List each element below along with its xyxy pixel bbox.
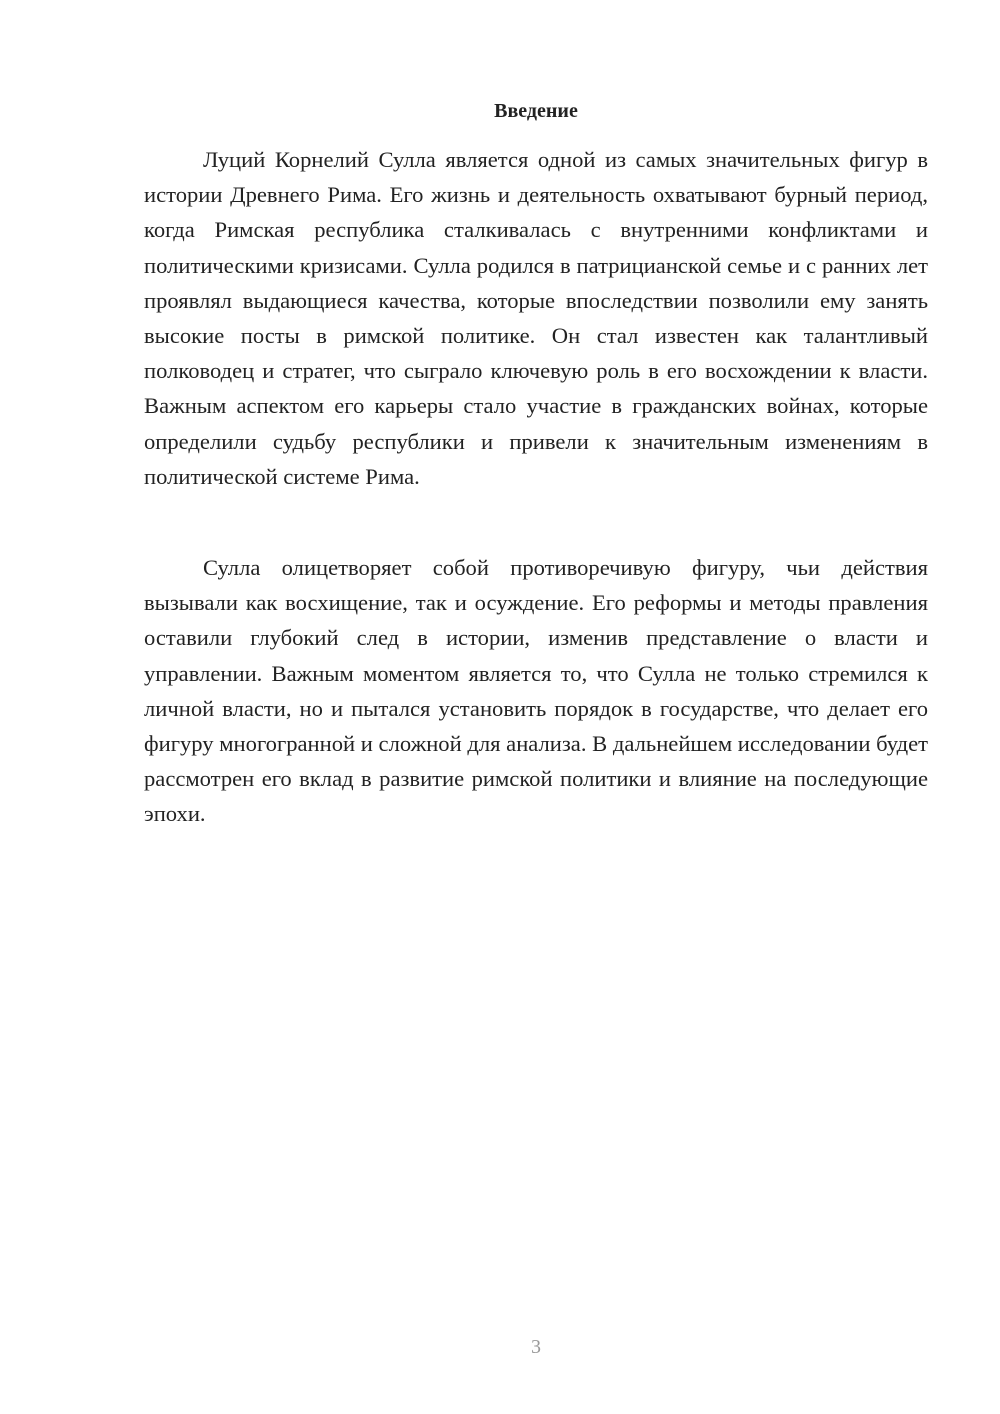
paragraph-intro-2: Сулла олицетворяет собой противоречивую фигуру, чьи действия вызывали как восхищение, так и осуждение. Его реформы и методы правления оставили глубокий след в истории, изменив представление о власти и управлении. Важным моментом является то, что Сулла не только стремился к личной власти, но и пытался установить порядок в государстве, что делает его фигуру многогранной и сложной для анализа. В дальнейшем исследовании будет рассмотрен его вклад в развитие римской политики и влияние на последующие эпохи.	[144, 555, 928, 827]
paragraph-intro-1: Луций Корнелий Сулла является одной из самых значительных фигур в истории Древнего Рима. Его жизнь и деятельность охватывают бурный период, когда Римская республика сталкивалась с внутренними конфликтами и политическими кризисами. Сулла родился в патрицианской семье и с ранних лет проявлял выдающиеся качества, которые впоследствии позволили ему занять высокие посты в римской политике. Он стал известен как талантливый полководец и стратег, что сыграло ключевую роль в его восхождении к власти. Важным аспектом его карьеры стало участие в гражданских войнах, которые определили судьбу республики и привели к значительным изменениям в политической системе Рима.	[144, 147, 928, 489]
section-heading: Введение	[494, 100, 578, 122]
page-number: 3	[531, 1336, 541, 1358]
